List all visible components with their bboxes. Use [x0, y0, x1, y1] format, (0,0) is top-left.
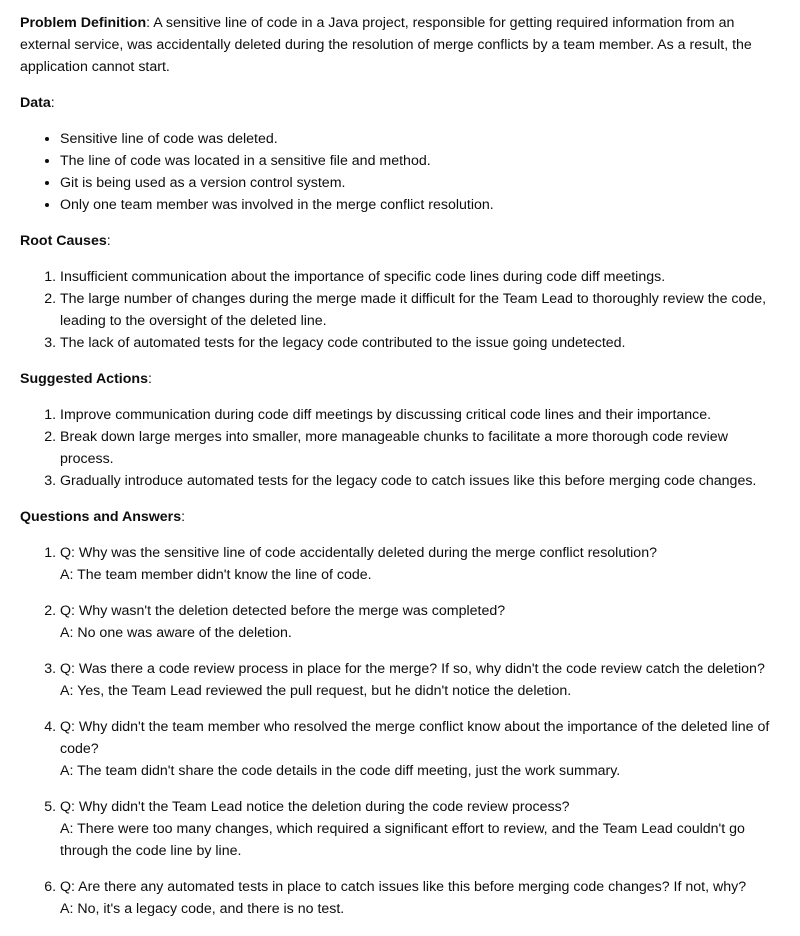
root-cause-item: 1. Insufficient communication about the importance of specific code lines during code diff meetings.	[60, 266, 780, 288]
suggested-actions-list	[20, 404, 780, 492]
qa-question: 5. Q: Why didn't the Team Lead notice the deletion during the code review process?	[60, 799, 570, 815]
data-heading-label: Data	[20, 95, 51, 111]
qa-answer: A: The team didn't share the code details in the code diff meeting, just the work summary.	[60, 763, 621, 779]
root-cause-item: 3. The lack of automated tests for the legacy code contributed to the issue going undetected.	[60, 332, 780, 354]
data-list-item: • Git is being used as a version control system.	[60, 172, 780, 194]
suggested-actions-heading-label: Suggested Actions	[20, 371, 148, 387]
qa-list	[20, 542, 780, 920]
suggested-action-item: 3. Gradually introduce automated tests for the legacy code to catch issues like this before merging code changes.	[60, 470, 780, 492]
qa-answer: A: No, it's a legacy code, and there is no test.	[60, 901, 345, 917]
root-causes-heading-label: Root Causes	[20, 233, 107, 249]
problem-definition	[20, 12, 780, 78]
qa-question: 6. Q: Are there any automated tests in place to catch issues like this before merging code changes? If not, why?	[60, 879, 747, 895]
qa-question: 4. Q: Why didn't the team member who resolved the merge conflict know about the importance of the deleted line of code?	[60, 719, 770, 757]
root-causes-list	[20, 266, 780, 354]
qa-heading-colon: :	[181, 509, 186, 525]
qa-item	[60, 600, 780, 644]
problem-definition-label: Problem Definition	[20, 15, 147, 31]
data-heading	[20, 92, 780, 114]
data-heading-colon: :	[50, 95, 55, 111]
qa-item	[60, 796, 780, 862]
qa-item	[60, 716, 780, 782]
root-causes-heading	[20, 230, 780, 252]
suggested-action-item: 2. Break down large merges into smaller, more manageable chunks to facilitate a more thorough code review process.	[60, 426, 780, 470]
qa-question: 1. Q: Why was the sensitive line of code accidentally deleted during the merge conflict resolution?	[60, 545, 657, 561]
data-list-item: • Sensitive line of code was deleted.	[60, 128, 780, 150]
qa-item	[60, 542, 780, 586]
qa-item	[60, 876, 780, 920]
qa-item	[60, 658, 780, 702]
qa-question: 3. Q: Was there a code review process in place for the merge? If so, why didn't the code review catch the deletion?	[60, 661, 765, 677]
data-list-item: • Only one team member was involved in the merge conflict resolution.	[60, 194, 780, 216]
root-causes-heading-colon: :	[106, 233, 111, 249]
qa-heading-label: Questions and Answers	[20, 509, 182, 525]
root-cause-item: 2. The large number of changes during the merge made it difficult for the Team Lead to thoroughly review the code, leading to the oversight of the deleted line.	[60, 288, 780, 332]
suggested-action-item: 1. Improve communication during code diff meetings by discussing critical code lines and their importance.	[60, 404, 780, 426]
qa-answer: A: Yes, the Team Lead reviewed the pull request, but he didn't notice the deletion.	[60, 683, 572, 699]
data-list	[20, 128, 780, 216]
suggested-actions-heading-colon: :	[147, 371, 152, 387]
qa-question: 2. Q: Why wasn't the deletion detected before the merge was completed?	[60, 603, 506, 619]
qa-answer: A: The team member didn't know the line of code.	[60, 567, 372, 583]
qa-heading	[20, 506, 780, 528]
qa-answer: A: There were too many changes, which required a significant effort to review, and the Team Lead couldn't go through the code line by line.	[60, 821, 745, 859]
data-list-item: • The line of code was located in a sensitive file and method.	[60, 150, 780, 172]
problem-definition-text: : A sensitive line of code in a Java project, responsible for getting required information from an external service, was accidentally deleted during the resolution of merge conflicts by a team member. As a result, the application cannot start.	[20, 15, 752, 75]
qa-answer: A: No one was aware of the deletion.	[60, 625, 292, 641]
suggested-actions-heading	[20, 368, 780, 390]
